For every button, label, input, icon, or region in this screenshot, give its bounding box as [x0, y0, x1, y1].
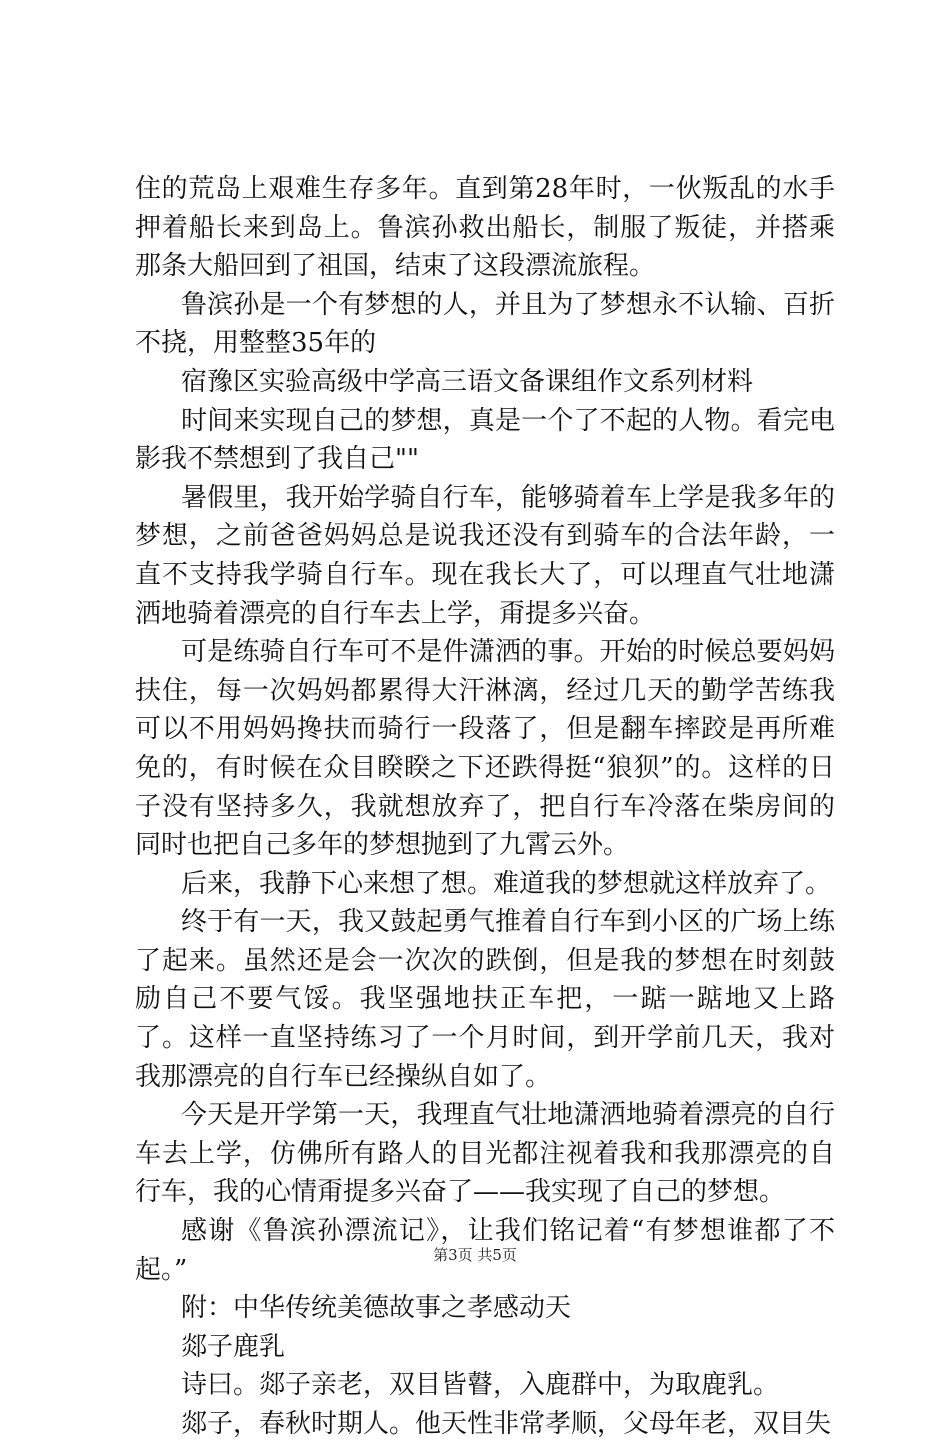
paragraph-9: 感谢《鲁滨孙漂流记》，让我们铭记着“有梦想谁都了不起。”: [135, 1216, 835, 1285]
paragraph-5: 可是练骑自行车可不是件潇洒的事。开始的时候总要妈妈扶住，每一次妈妈都累得大汗淋漓，经过几天的勤学苦练我可以不用妈妈搀扶而骑行一段落了，但是翻车摔跤是再所难免的，有时候在众目睽睽之下还跌得挺“狼狈”的。这样的日子没有坚持多久，我就想放弃了，把自行车冷落在柴房间的同时也把自己多年的梦想抛到了九霄云外。: [135, 637, 835, 861]
appendix-title: 附：中华传统美德故事之孝感动天: [181, 1293, 572, 1324]
paragraph-10: 郯子，春秋时期人。他天性非常孝顺，父母年老，双目失: [181, 1409, 832, 1439]
paragraph-3: 时间来实现自己的梦想，真是一个了不起的人物。看完电影我不禁想到了我自己"": [135, 405, 835, 475]
story-title: 郯子鹿乳: [181, 1331, 286, 1362]
header-line: 宿豫区实验高级中学高三语文备课组作文系列材料: [181, 366, 754, 397]
poem-line: 诗曰。郯子亲老，双目皆瞽，入鹿群中，为取鹿乳。: [181, 1370, 780, 1401]
page-footer: 第3页 共5页: [433, 1246, 517, 1264]
paragraph-4: 暑假里，我开始学骑自行车，能够骑着车上学是我多年的梦想，之前爸爸妈妈总是说我还没有到骑车的合法年龄，一直不支持我学骑自行车。现在我长大了，可以理直气壮地潇洒地骑着漂亮的自行车去上学，甭提多兴奋。: [135, 482, 835, 629]
paragraph-7: 终于有一天，我又鼓起勇气推着自行车到小区的广场上练了起来。虽然还是会一次次的跌倒，但是我的梦想在时刻鼓励自己不要气馁。我坚强地扶正车把，一踮一踮地又上路了。这样一直坚持练习了一个月时间，到开学前几天，我对我那漂亮的自行车已经操纵自如了。: [135, 907, 835, 1092]
paragraph-1: 住的荒岛上艰难生存多年。直到第28年时，一伙叛乱的水手押着船长来到岛上。鲁滨孙救出船长，制服了叛徒，并搭乘那条大船回到了祖国，结束了这段漂流旅程。: [135, 174, 835, 282]
paragraph-2: 鲁滨孙是一个有梦想的人，并且为了梦想永不认输、百折不挠，用整整35年的: [135, 289, 835, 359]
paragraph-6: 后来，我静下心来想了想。难道我的梦想就这样放弃了。: [181, 868, 832, 899]
paragraph-8: 今天是开学第一天，我理直气壮地潇洒地骑着漂亮的自行车去上学，仿佛所有路人的目光都注视着我和我那漂亮的自行车，我的心情甭提多兴奋了——我实现了自己的梦想。: [135, 1100, 835, 1208]
